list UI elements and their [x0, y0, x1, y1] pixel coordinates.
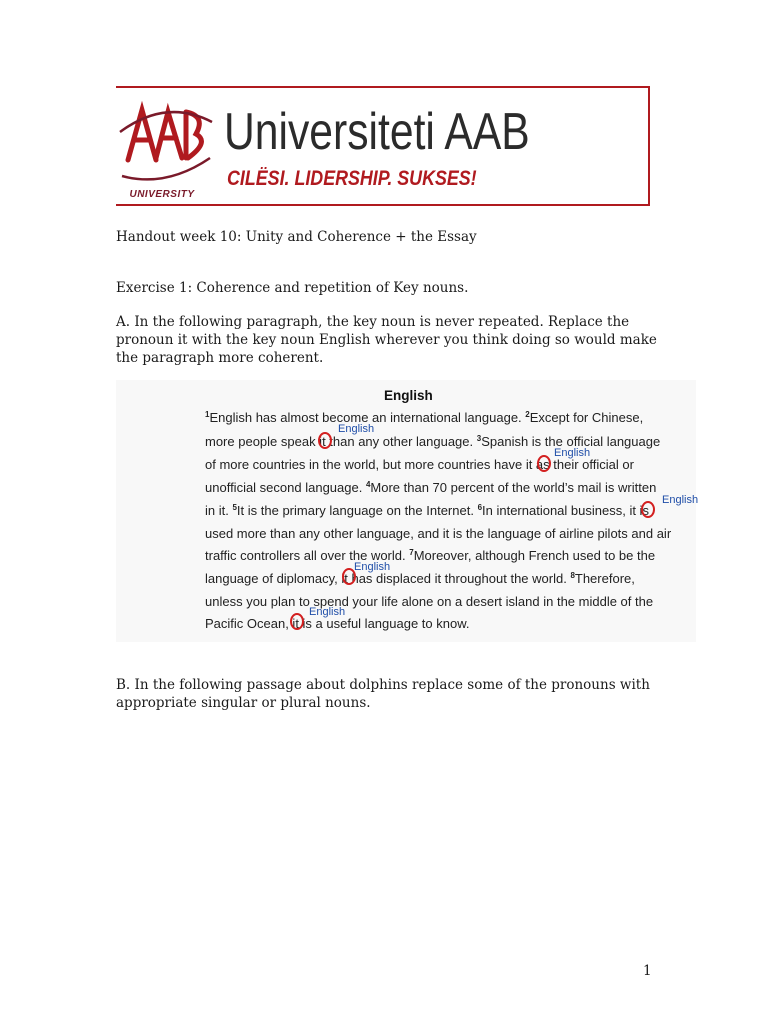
- annotation-english: English: [338, 423, 375, 435]
- sentence-number: 2: [525, 410, 530, 419]
- page-number: 1: [643, 963, 652, 979]
- sentence-number: 5: [232, 503, 237, 512]
- sentence-number: 7: [409, 548, 414, 557]
- annotation-english: English: [354, 561, 391, 573]
- sentence-number: 3: [476, 434, 482, 443]
- figure-line: more people speak it than any other language. $^3$Spanish is the official language: [205, 434, 661, 449]
- brand-name: Universiteti AAB: [224, 103, 530, 161]
- pronoun-circle: [537, 455, 551, 472]
- annotation-english: English: [309, 606, 346, 618]
- part-a-line: the paragraph more coherent.: [116, 350, 324, 366]
- part-b-line: appropriate singular or plural nouns.: [116, 695, 371, 711]
- part-b-line: B. In the following passage about dolphins replace some of the pronouns with: [116, 677, 650, 693]
- exercise-title: Exercise 1: Coherence and repetition of Key nouns.: [116, 280, 469, 296]
- figure-title: English: [384, 388, 433, 403]
- pronoun-circle: [318, 432, 332, 449]
- sentence-number: 8: [570, 571, 575, 580]
- pronoun-circle: [342, 568, 356, 585]
- handout-title: Handout week 10: Unity and Coherence + the Essay: [116, 229, 477, 245]
- sentence-number: 4: [365, 480, 371, 489]
- figure-line: $^1$English has almost become an international language. $^2$Except for Chinese,: [205, 410, 644, 425]
- logo-label: UNIVERSITY: [129, 189, 195, 200]
- figure-line: of more countries in the world, but more countries have it as their official or: [205, 457, 634, 472]
- figure-line: Pacific Ocean, it is a useful language to know.: [205, 616, 470, 631]
- sentence-number: 6: [477, 503, 483, 512]
- figure-line: traffic controllers all over the world. $^7$Moreover, although French used to be the: [205, 548, 656, 563]
- part-a-line: pronoun it with the key noun English wherever you think doing so would make: [116, 332, 657, 348]
- figure-line: used more than any other language, and it is the language of airline pilots and air: [205, 526, 672, 541]
- aab-university-logo: [116, 92, 216, 204]
- figure-line: in it. $^5$It is the primary language on the Internet. $^6$In international business, it is: [205, 503, 649, 518]
- university-banner: [116, 86, 650, 206]
- pronoun-circle: [641, 501, 655, 518]
- part-a-line: A. In the following paragraph, the key noun is never repeated. Replace the: [116, 314, 630, 330]
- pronoun-circle: [290, 613, 304, 630]
- figure-line: language of diplomacy, it has displaced it throughout the world. $^8$Therefore,: [205, 571, 635, 586]
- annotation-english: English: [662, 494, 699, 506]
- figure-line: unless you plan to spend your life alone on a desert island in the middle of the: [205, 594, 654, 609]
- sentence-number: 1: [205, 410, 210, 419]
- brand-motto: CILËSI. LIDERSHIP. SUKSES!: [227, 167, 477, 190]
- figure-line: unofficial second language. $^4$More than 70 percent of the world’s mail is written: [205, 480, 657, 495]
- annotation-english: English: [554, 447, 591, 459]
